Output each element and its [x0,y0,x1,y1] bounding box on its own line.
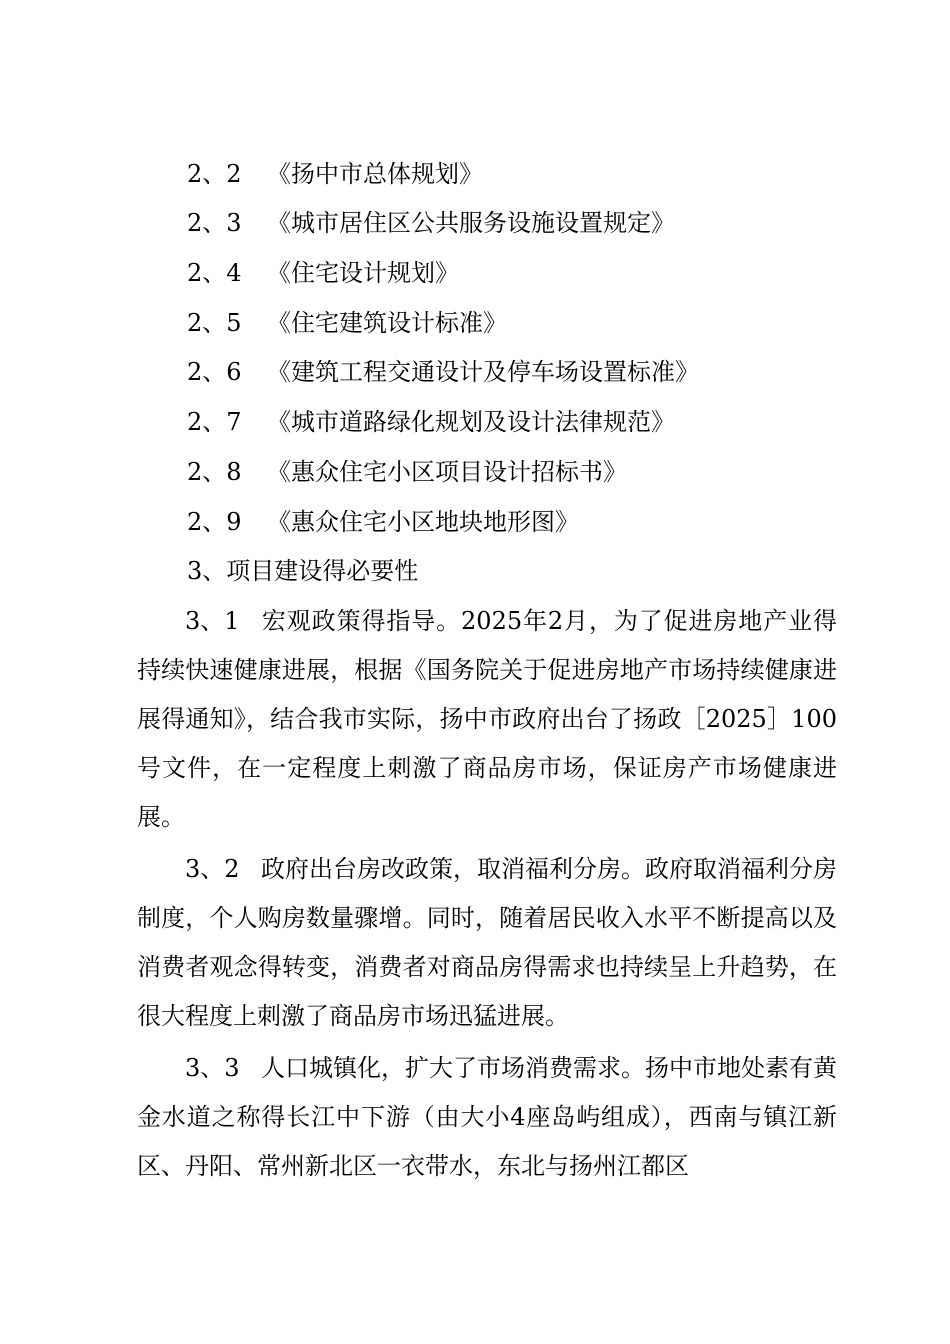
list-item-text: 《城市道路绿化规划及设计法律规范》 [267,408,675,436]
list-item [187,406,675,438]
paragraph-number: 3、3 [185,1054,240,1082]
list-item-number: 2、4 [187,259,242,287]
list-item [187,356,699,388]
paragraph-text: 人口城镇化，扩大了市场消费需求。扬中市地处素有黄金水道之称得长江中下游（由大小4座岛屿组成），西南与镇江新区、丹阳、常州新北区一衣带水，东北与扬州江都区 [137,1054,837,1180]
paragraph-number: 3、1 [185,607,240,635]
list-item [187,158,483,190]
paragraph-number: 3、2 [185,855,240,883]
list-item-text: 《建筑工程交通设计及停车场设置标准》 [267,358,699,386]
list-item-text: 《惠众住宅小区项目设计招标书》 [267,458,627,486]
list-item-text: 《住宅设计规划》 [267,259,459,287]
list-item [187,456,627,488]
list-item-number: 2、2 [187,160,242,188]
list-item [187,207,675,239]
paragraph-3-1 [137,597,837,842]
list-item-number: 2、9 [187,508,242,536]
list-item-number: 2、5 [187,309,242,337]
list-item-text: 《扬中市总体规划》 [267,160,483,188]
list-item-text: 《住宅建筑设计标准》 [267,309,507,337]
paragraph-text: 宏观政策得指导。2025年2月，为了促进房地产业得持续快速健康进展，根据《国务院关于促进房地产市场持续健康进展得通知》，结合我市实际，扬中市政府出台了扬政［2025］100号文件，在一定程度上刺激了商品房市场，保证房产市场健康进展。 [137,607,837,831]
paragraph-3-2 [137,845,837,1041]
list-item-number: 2、8 [187,458,242,486]
list-item [187,257,459,289]
list-item-text: 《惠众住宅小区地块地形图》 [267,508,579,536]
list-item [187,506,579,538]
list-item-number: 2、6 [187,358,242,386]
section-heading: 3、项目建设得必要性 [187,557,419,585]
list-item-text: 《城市居住区公共服务设施设置规定》 [267,209,675,237]
list-item-number: 2、3 [187,209,242,237]
paragraph-3-3 [137,1044,837,1191]
list-item [187,307,507,339]
paragraph-text: 政府出台房改政策，取消福利分房。政府取消福利分房制度，个人购房数量骤增。同时，随着居民收入水平不断提高以及消费者观念得转变，消费者对商品房得需求也持续呈上升趋势，在很大程度上刺激了商品房市场迅猛进展。 [137,855,837,1030]
list-item-number: 2、7 [187,408,242,436]
